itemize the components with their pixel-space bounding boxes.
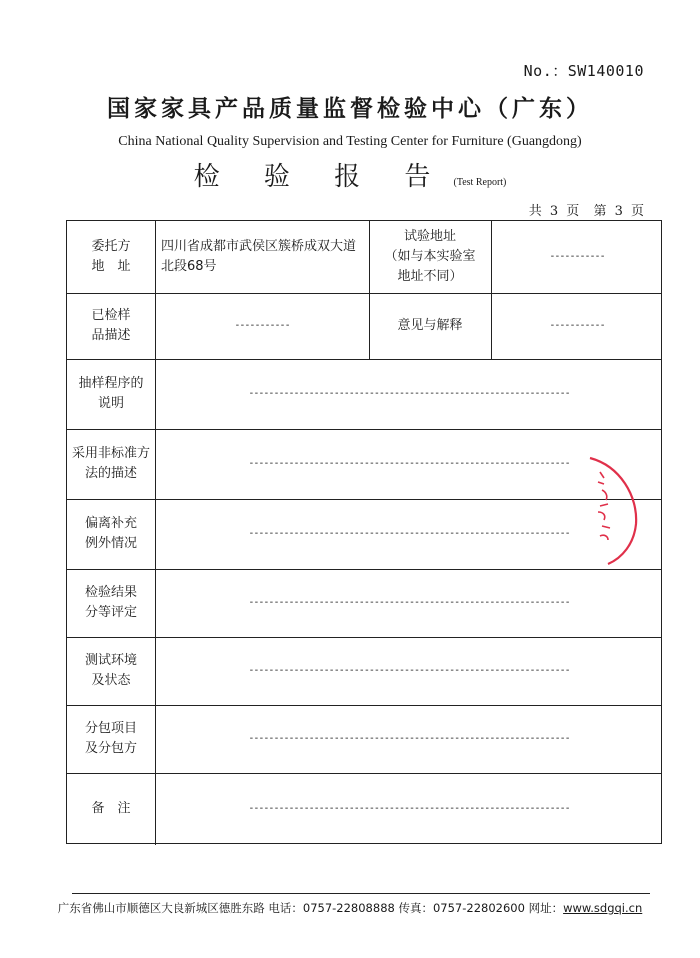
report-number: No.：SW140010: [523, 62, 644, 80]
opinion-label: 意见与解释: [397, 318, 463, 333]
page-info: [523, 200, 644, 219]
seal-stamp: [572, 452, 642, 568]
test-site-value: -----------: [549, 251, 605, 262]
nonstandard-method-value: ----------------------------------------------------------------: [248, 458, 570, 469]
test-site-label: 试验地址 （如与本实验室 地址不同）: [384, 229, 476, 284]
remarks-value: ----------------------------------------------------------------: [248, 803, 570, 814]
footer-website-label: 网址：: [528, 901, 564, 915]
opinion-value: -----------: [549, 320, 605, 331]
sample-description-label: 已检样 品描述: [91, 308, 131, 343]
grading-value: ----------------------------------------------------------------: [248, 597, 570, 608]
grading-label: 检验结果 分等评定: [84, 585, 137, 620]
center-title-cn: 国家家具产品质量监督检验中心（广东）: [107, 95, 593, 122]
footer-divider: [72, 893, 650, 894]
sample-description-value: -----------: [234, 320, 290, 331]
sampling-procedure-label: 抽样程序的 说明: [78, 376, 144, 411]
footer-fax: 传真：0757-22802600: [398, 901, 525, 915]
footer-contact: [0, 900, 700, 916]
footer-website-link[interactable]: www.sdgqi.cn: [563, 901, 643, 915]
subcontract-value: ----------------------------------------------------------------: [248, 733, 570, 744]
subcontract-label: 分包项目 及分包方: [84, 721, 137, 756]
client-address-value: 四川省成都市武侯区簇桥成双大道北段68号: [161, 239, 357, 274]
current-page: 第 3 页: [593, 204, 644, 219]
center-title-en: China National Quality Supervision and Testing Center for Furniture (Guangdong): [118, 134, 582, 149]
remarks-label: 备 注: [91, 801, 131, 816]
deviation-label: 偏离补充 例外情况: [84, 516, 137, 551]
report-title: [0, 156, 700, 193]
total-pages: 共 3 页: [528, 204, 580, 219]
nonstandard-method-label: 采用非标准方 法的描述: [71, 446, 150, 481]
environment-value: ----------------------------------------------------------------: [248, 665, 570, 676]
environment-label: 测试环境 及状态: [84, 653, 137, 688]
report-title-cn: 检 验 报 告: [193, 162, 449, 192]
sampling-procedure-value: ----------------------------------------------------------------: [248, 388, 570, 399]
footer-address: 广东省佛山市顺德区大良新城区德胜东路: [57, 901, 265, 915]
deviation-value: ----------------------------------------------------------------: [248, 528, 570, 539]
client-address-label: 委托方 地 址: [91, 239, 131, 274]
footer-phone: 电话：0757-22808888: [268, 901, 395, 915]
report-title-en: (Test Report): [453, 177, 507, 188]
